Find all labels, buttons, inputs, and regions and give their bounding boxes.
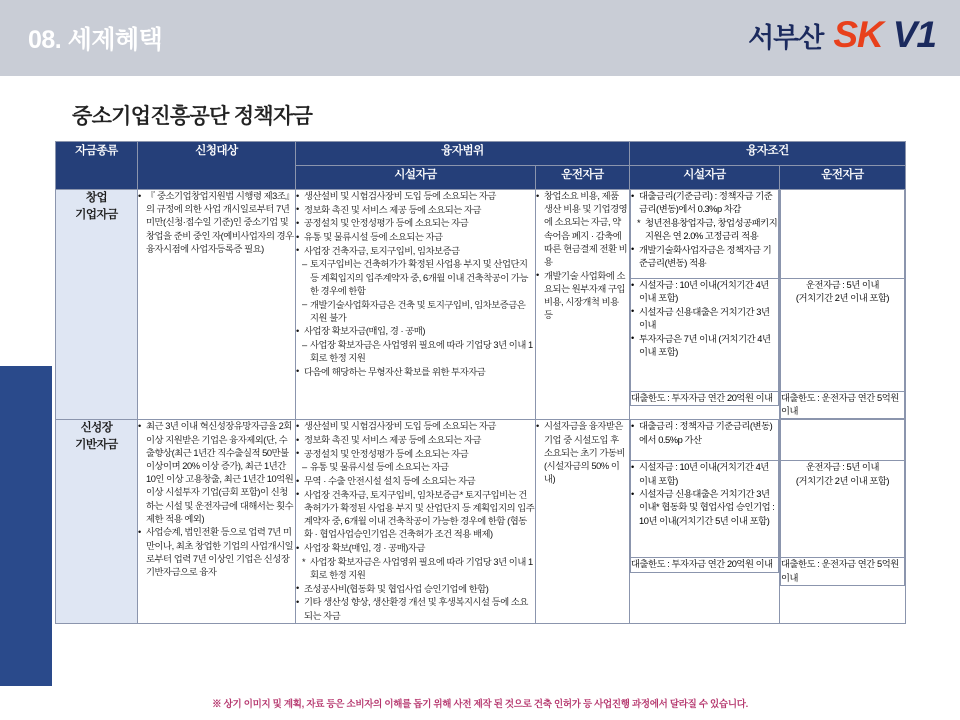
slide-heading: 중소기업진흥공단 정책자금 (72, 105, 313, 128)
cell-facility-terms (630, 420, 780, 624)
list-item: • 무역 · 수출 안전시설 설치 등에 소요되는 자금 (296, 475, 535, 488)
brand-v1-label: V1 (892, 14, 936, 55)
list-item: • 사업장 확보자금(매입, 경 · 공매) (296, 325, 535, 338)
list-item: • 유통 및 물류시설 등에 소요되는 자금 (296, 231, 535, 244)
cell-operating-terms (780, 420, 906, 624)
list-item: • 사업장 확보(매입, 경 · 공매)자금 (296, 542, 535, 555)
left-rail-blue (0, 366, 52, 686)
operating-terms-blank (781, 190, 905, 279)
operating-terms-blank (781, 420, 905, 461)
list-item: – 개발기술사업화자금은 건축 및 토지구입비, 임차보증금은 지원 불가 (296, 299, 535, 325)
col-operating-terms: 운전자금 (780, 166, 906, 190)
list-item: • 창업소요 비용, 제품 생산 비용 및 기업경영에 소요되는 자금, 약속어음 폐지 · 감축에 따른 현금결제 전환 비용 (536, 190, 629, 269)
facility-terms-rate (631, 420, 779, 461)
list-item: • 정보화 촉진 및 서비스 제공 등에 소요되는 자금 (296, 204, 535, 217)
cell-facility-fund-scope (296, 420, 536, 624)
cell-fund-type: 창업 기업자금 (56, 190, 138, 420)
cell-operating-fund-scope (536, 420, 630, 624)
list-item: • 대출금리 : 정책자금 기준금리(변동)에서 0.5%p 가산 (631, 420, 778, 446)
list-item: • 공정설치 및 안정성평가 등에 소요되는 자금 (296, 217, 535, 230)
facility-terms-period (631, 279, 779, 392)
page-title: 08. 세제혜택 (28, 26, 163, 54)
applicant-list (138, 190, 295, 256)
facility-fund-list (296, 420, 535, 622)
list-item: • 시설자금 : 10년 이내(거치기간 4년 이내 포함) (631, 461, 778, 487)
facility-terms-period (631, 461, 779, 558)
operating-terms-limit: 대출한도 : 운전자금 연간 5억원 이내 (781, 392, 905, 419)
operating-terms-limit: 대출한도 : 운전자금 연간 5억원 이내 (781, 558, 905, 585)
list-item: • 사업승계, 법인전환 등으로 업력 7년 미만이나, 최초 창업한 기업의 사업개시일로부터 업력 7년 이상인 기업은 신성장기반자금으로 융자 (138, 526, 295, 579)
facility-terms-rate-list (631, 190, 778, 270)
list-item: * 청년전용창업자금, 창업성공패키지지원은 연 2.0% 고정금리 적용 (631, 217, 778, 243)
list-item: • 정보화 촉진 및 서비스 제공 등에 소요되는 자금 (296, 434, 535, 447)
operating-fund-list (536, 190, 629, 322)
cell-operating-terms (780, 190, 906, 420)
cell-facility-fund-scope (296, 190, 536, 420)
disclaimer-footnote: ※ 상기 이미지 및 계획, 자료 등은 소비자의 이해를 돕기 위해 사전 제작 된 것으로 건축 인허가 등 사업진행 과정에서 달라질 수 있습니다. (212, 699, 748, 710)
list-item: • 시설자금을 융자받은 기업 중 시설도입 후 소요되는 초기 가동비 (시설자금의 50% 이내) (536, 420, 629, 486)
policy-fund-table (55, 141, 906, 624)
brand-sk-label: SK (833, 14, 883, 55)
operating-fund-list (536, 420, 629, 486)
table-row (56, 190, 906, 420)
brand-region-label: 서부산 (748, 23, 824, 53)
facility-terms-rate-list (631, 420, 778, 446)
list-item: * 사업장 확보자금은 사업영위 필요에 따라 기업당 3년 이내 1회로 한정 지원 (296, 556, 535, 582)
table-header (56, 142, 906, 190)
list-item: • 시설자금 신용대출은 거치기간 3년 이내* 협동화 및 협업사업 승인기업 : 10년 이내(거치기간 5년 이내 포함) (631, 488, 778, 528)
list-item: – 토지구입비는 건축허가가 확정된 사업용 부지 및 산업단지 등 계획입지의 입주계약자 중, 6개월 이내 건축착공이 가능한 경우에 한함 (296, 258, 535, 298)
list-item: • 개발기술 사업화에 소요되는 원부자재 구입비용, 시장개척 비용 등 (536, 270, 629, 323)
policy-fund-table-wrap (55, 141, 905, 624)
facility-terms-limit: 대출한도 : 투자자금 연간 20억원 이내 (631, 558, 779, 572)
list-item: • 생산설비 및 시험검사장비 도입 등에 소요되는 자금 (296, 190, 535, 203)
cell-operating-fund-scope (536, 190, 630, 420)
list-item: • 생산설비 및 시험검사장비 도입 등에 소요되는 자금 (296, 420, 535, 433)
list-item: • 조성공사비(협동화 및 협업사업 승인기업에 한함) (296, 583, 535, 596)
list-item: – 유통 및 물류시설 등에 소요되는 자금 (296, 461, 535, 474)
col-loan-scope: 융자범위 (296, 142, 630, 166)
facility-terms-limit: 대출한도 : 투자자금 연간 20억원 이내 (631, 392, 779, 406)
table-row (56, 420, 906, 624)
facility-terms-period-list (631, 461, 778, 527)
list-item: • 공정설치 및 안정성평가 등에 소요되는 자금 (296, 448, 535, 461)
list-item: • 시설자금 신용대출은 거치기간 3년 이내 (631, 306, 778, 332)
cell-fund-type: 신성장 기반자금 (56, 420, 138, 624)
col-loan-terms: 융자조건 (630, 142, 906, 166)
col-operating-fund: 운전자금 (536, 166, 630, 190)
applicant-list (138, 420, 295, 579)
facility-terms-period-list (631, 279, 778, 359)
operating-terms-period: 운전자금 : 5년 이내 (거치기간 2년 이내 포함) (781, 279, 905, 392)
left-rail-top (0, 76, 52, 366)
brand-logo (748, 14, 936, 56)
list-item: • 개발기술화사업자금은 정책자금 기준금리(변동) 적용 (631, 244, 778, 270)
list-item: • 기타 생산성 향상, 생산환경 개선 및 후생복지시설 등에 소요되는 자금 (296, 596, 535, 622)
list-item: • 투자자금은 7년 이내 (거치기간 4년 이내 포함) (631, 333, 778, 359)
col-facility-terms: 시설자금 (630, 166, 780, 190)
cell-facility-terms (630, 190, 780, 420)
col-facility-fund: 시설자금 (296, 166, 536, 190)
col-fund-type: 자금종류 (56, 142, 138, 190)
cell-applicant (138, 420, 296, 624)
list-item: • 다음에 해당하는 무형자산 확보를 위한 투자자금 (296, 366, 535, 379)
facility-fund-list (296, 190, 535, 379)
list-item: • 『 중소기업창업지원법 시행령 제3조』 의 규정에 의한 사업 개시일로부터 7년 미만(신청·접수일 기준)인 중소기업 및 창업을 준비 중인 자(예비사업자의 경우 융자시점에 사업자등록증 필요) (138, 190, 295, 256)
list-item: • 최근 3년 이내 혁신성장유망자금을 2회 이상 지원받은 기업은 융자제외(단, 수출향상(최근 1년간 직수출실적 50만불 이상이며 20% 이상 증가), 최근 1년간 10인 이상 고용창출, 최근 1년간 10억원 이상 시설투자 기업(금회 포함)이 신청하는 시설 및 운전자금에 대해서는 횟수 제한 적용 예외) (138, 420, 295, 526)
col-applicant: 신청대상 (138, 142, 296, 190)
list-item: – 사업장 확보자금은 사업영위 필요에 따라 기업당 3년 이내 1회로 한정 지원 (296, 339, 535, 365)
list-item: • 대출금리(기준금리) : 정책자금 기준금리(변동)에서 0.3%p 차감 (631, 190, 778, 216)
facility-terms-rate (631, 190, 779, 279)
list-item: • 사업장 건축자금, 토지구입비, 임차보증금 (296, 245, 535, 258)
list-item: • 사업장 건축자금, 토지구입비, 임차보증금* 토지구입비는 건축허가가 확정된 사업용 부지 및 산업단지 등 계획입지의 입주계약자 중, 6개월 이내 건축착공이 가능한 경우에 한함 (협동화 · 협업사업승인기업은 건축허가 조건 적용 배제) (296, 489, 535, 542)
list-item: • 시설자금 : 10년 이내(거치기간 4년 이내 포함) (631, 279, 778, 305)
table-header-row-1 (56, 142, 906, 166)
cell-applicant (138, 190, 296, 420)
operating-terms-period: 운전자금 : 5년 이내 (거치기간 2년 이내 포함) (781, 461, 905, 558)
slide-header (0, 0, 960, 76)
table-body (56, 190, 906, 624)
